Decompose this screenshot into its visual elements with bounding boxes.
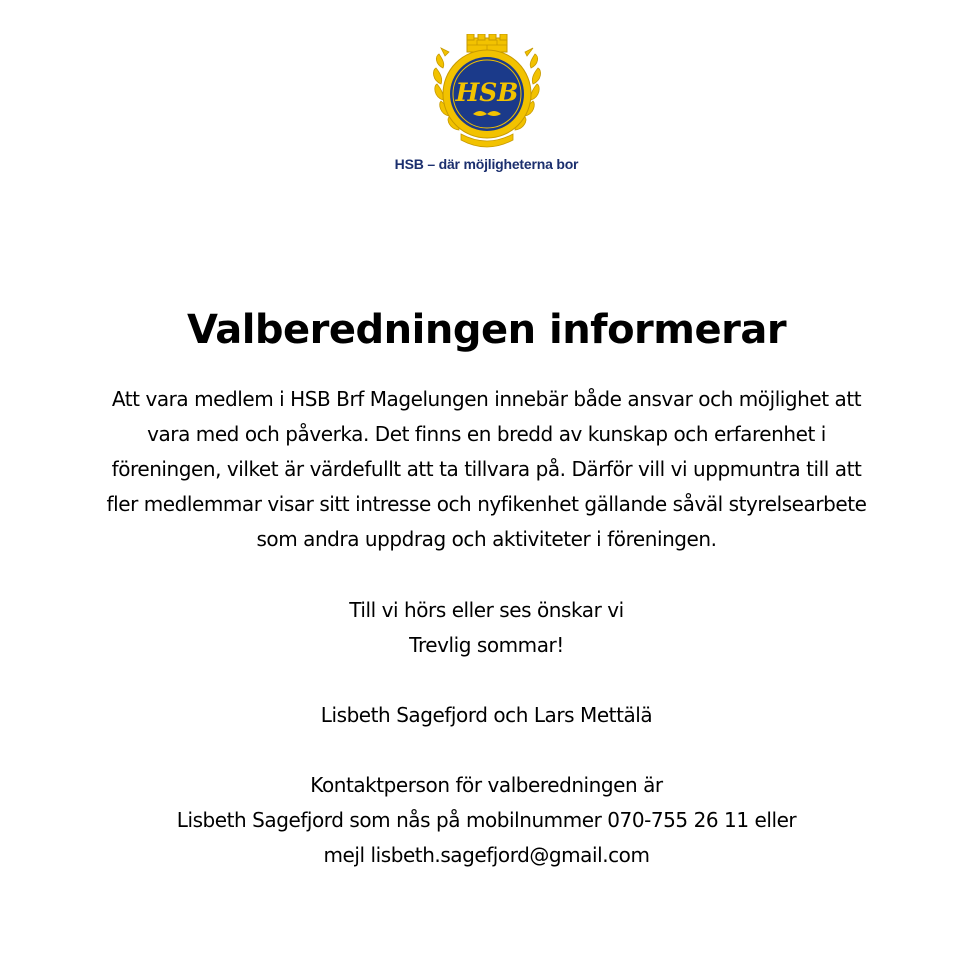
contact-line: Kontaktperson för valberedningen är bbox=[310, 773, 663, 797]
signature-line: Lisbeth Sagefjord och Lars Mettälä bbox=[320, 703, 653, 727]
signature bbox=[40, 698, 933, 733]
intro-line: föreningen, vilket är värdefullt att ta tillvara på. Därför vill vi uppmuntra till att bbox=[111, 457, 862, 481]
svg-text:HSB: HSB bbox=[455, 78, 518, 107]
closing-line: Trevlig sommar! bbox=[409, 633, 564, 657]
closing-greeting bbox=[40, 593, 933, 663]
intro-paragraph bbox=[40, 382, 933, 557]
intro-line: som andra uppdrag och aktiviteter i föreningen. bbox=[256, 527, 717, 551]
hsb-emblem-icon bbox=[431, 34, 543, 152]
contact-line: Lisbeth Sagefjord som nås på mobilnummer 070-755 26 11 eller bbox=[176, 808, 797, 832]
closing-line: Till vi hörs eller ses önskar vi bbox=[349, 598, 624, 622]
contact-info bbox=[40, 768, 933, 873]
intro-line: Att vara medlem i HSB Brf Magelungen innebär både ansvar och möjlighet att bbox=[111, 387, 862, 411]
intro-line: vara med och påverka. Det finns en bredd av kunskap och erfarenhet i bbox=[147, 422, 826, 446]
hsb-logo bbox=[0, 34, 973, 172]
contact-line: mejl lisbeth.sagefjord@gmail.com bbox=[323, 843, 650, 867]
logo-tagline: HSB – där möjligheterna bor bbox=[394, 156, 579, 172]
page-title: Valberedningen informerar bbox=[186, 307, 787, 353]
intro-line: fler medlemmar visar sitt intresse och nyfikenhet gällande såväl styrelsearbete bbox=[106, 492, 867, 516]
